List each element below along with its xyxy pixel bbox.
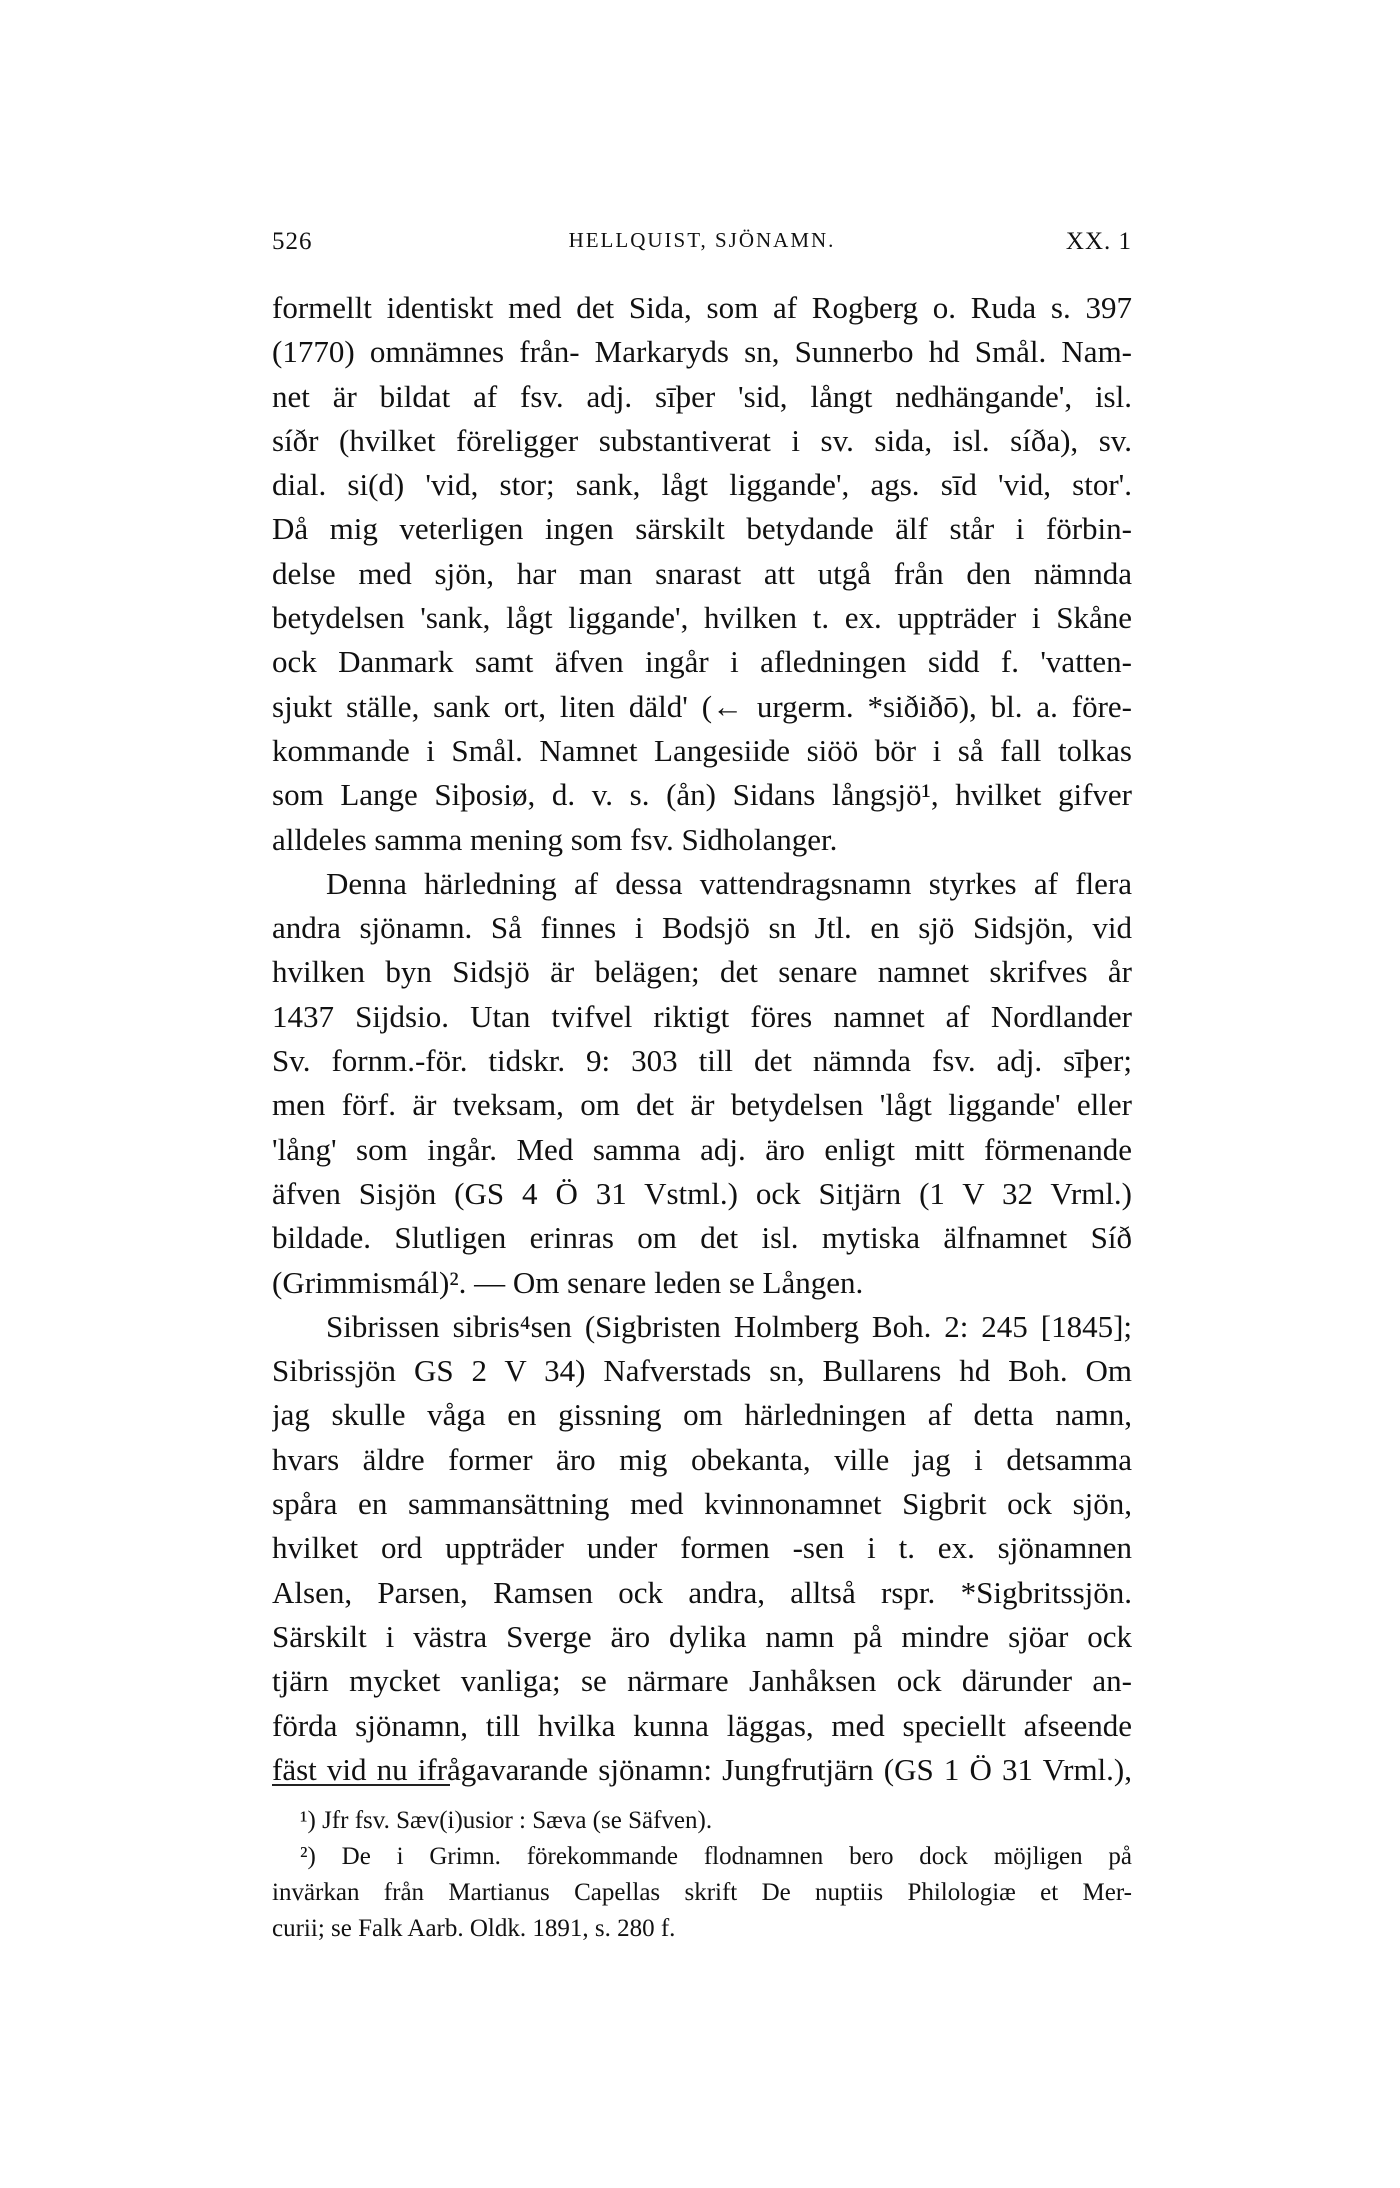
text-line: fäst vid nu ifrågavarande sjönamn: Jungfrutjärn (GS 1 Ö 31 Vrml.), <box>272 1751 1132 1787</box>
text-line: men förf. är tveksam, om det är betydelsen 'lågt liggande' eller <box>272 1087 1132 1123</box>
footnote-divider <box>272 1784 450 1786</box>
text-line: jag skulle våga en gissning om härledningen af detta namn, <box>272 1397 1132 1433</box>
text-line: sjukt ställe, sank ort, liten däld' (← urgerm. *siðiðō), bl. a. före- <box>272 688 1132 724</box>
text-line: 'lång' som ingår. Med samma adj. äro enligt mitt förmenande <box>272 1131 1132 1167</box>
text-line: (1770) omnämnes från- Markaryds sn, Sunnerbo hd Smål. Nam- <box>272 334 1132 370</box>
running-title: HELLQUIST, SJÖNAMN. <box>568 228 836 252</box>
text-line: andra sjönamn. Så finnes i Bodsjö sn Jtl. en sjö Sidsjön, vid <box>272 910 1132 946</box>
text-line: Särskilt i västra Sverge äro dylika namn på mindre sjöar ock <box>272 1618 1132 1654</box>
text-line: betydelsen 'sank, lågt liggande', hvilken t. ex. uppträder i Skåne <box>272 600 1132 636</box>
text-line: Denna härledning af dessa vattendragsnamn styrkes af flera <box>326 865 1132 901</box>
text-line: förda sjönamn, till hvilka kunna läggas, med speciellt afseende <box>272 1707 1132 1743</box>
text-line: spåra en sammansättning med kvinnonamnet Sigbrit ock sjön, <box>272 1486 1132 1522</box>
text-line: (Grimmismál)². — Om senare leden se Lången. <box>272 1264 864 1300</box>
volume-number: XX. 1 <box>1065 228 1132 255</box>
body-text <box>272 286 1132 1792</box>
text-line: Då mig veterligen ingen särskilt betydande älf står i förbin- <box>272 511 1132 547</box>
footnote-line: ²) De i Grimn. förekommande flodnamnen bero dock möjligen på <box>300 1843 1132 1870</box>
running-head <box>272 228 1132 268</box>
entry-headword-line: Sibrissen sibris⁴sen (Sigbristen Holmberg Boh. 2: 245 [1845]; <box>326 1308 1132 1344</box>
text-line: bildade. Slutligen erinras om det isl. mytiska älfnamnet Síð <box>272 1220 1132 1256</box>
page-number: 526 <box>272 228 313 255</box>
text-line: hvars äldre former äro mig obekanta, ville jag i detsamma <box>272 1441 1132 1477</box>
footnote-line: invärkan från Martianus Capellas skrift De nuptiis Philologiæ et Mer- <box>272 1879 1132 1906</box>
footnote-line: ¹) Jfr fsv. Sæv(i)usior : Sæva (se Säfven). <box>300 1807 713 1834</box>
text-line: kommande i Smål. Namnet Langesiide siöö bör i så fall tolkas <box>272 732 1132 768</box>
text-line: hvilken byn Sidsjö är belägen; det senare namnet skrifves år <box>272 954 1132 990</box>
text-line: Sv. fornm.-för. tidskr. 9: 303 till det nämnda fsv. adj. sīþer; <box>272 1043 1132 1079</box>
text-line: síðr (hvilket föreligger substantiverat i sv. sida, isl. síða), sv. <box>272 422 1132 458</box>
text-line: 1437 Sijdsio. Utan tvifvel riktigt föres namnet af Nordlander <box>272 998 1132 1034</box>
text-line: delse med sjön, har man snarast att utgå från den nämnda <box>272 555 1132 591</box>
footnotes <box>272 1803 1132 1947</box>
text-line: net är bildat af fsv. adj. sīþer 'sid, långt nedhängande', isl. <box>272 378 1132 414</box>
text-line: Alsen, Parsen, Ramsen ock andra, alltså rspr. *Sigbritssjön. <box>272 1574 1132 1610</box>
text-line: som Lange Siþosiø, d. v. s. (ån) Sidans långsjö¹, hvilket gifver <box>272 777 1132 813</box>
text-line: äfven Sisjön (GS 4 Ö 31 Vstml.) ock Sitjärn (1 V 32 Vrml.) <box>272 1175 1132 1211</box>
text-line: dial. si(d) 'vid, stor; sank, lågt liggande', ags. sīd 'vid, stor'. <box>272 467 1132 503</box>
text-line: tjärn mycket vanliga; se närmare Janhåksen ock därunder an- <box>272 1663 1132 1699</box>
text-line: hvilket ord uppträder under formen -sen i t. ex. sjönamnen <box>272 1530 1132 1566</box>
text-line: alldeles samma mening som fsv. Sidholanger. <box>272 821 838 857</box>
footnote-line: curii; se Falk Aarb. Oldk. 1891, s. 280 f. <box>272 1915 676 1942</box>
text-line: Sibrissjön GS 2 V 34) Nafverstads sn, Bullarens hd Boh. Om <box>272 1353 1132 1389</box>
text-line: ock Danmark samt äfven ingår i afledningen sidd f. 'vatten- <box>272 644 1132 680</box>
text-line: formellt identiskt med det Sida, som af Rogberg o. Ruda s. 397 <box>272 290 1132 325</box>
